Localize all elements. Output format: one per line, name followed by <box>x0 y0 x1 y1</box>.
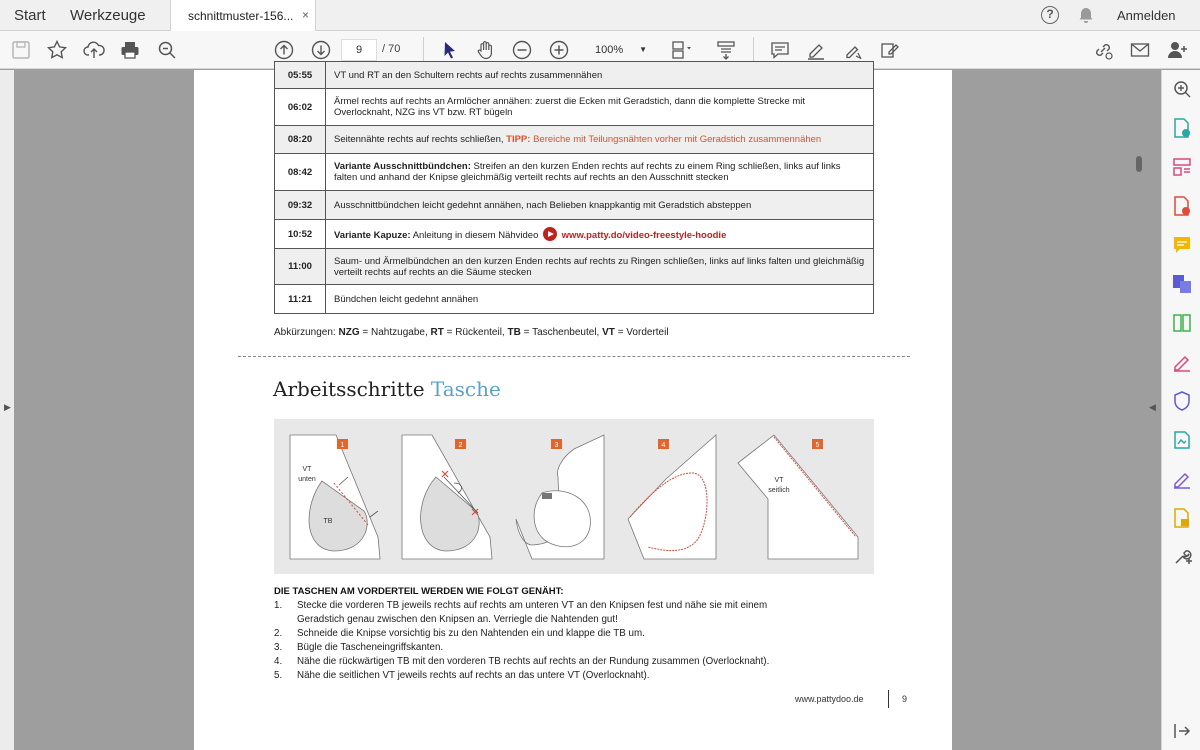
zoom-select[interactable] <box>583 39 653 61</box>
chevron-down-icon: ▼ <box>639 45 647 54</box>
highlight-pen-icon[interactable] <box>805 39 827 61</box>
list-number: 2. <box>274 628 283 639</box>
list-item <box>274 669 874 683</box>
table-row <box>275 89 874 126</box>
table-cell-time: 08:20 <box>275 126 326 154</box>
list-item <box>274 599 874 627</box>
section-title-accent: Tasche <box>430 377 501 401</box>
table-row <box>275 154 874 191</box>
abbr-key: NZG <box>338 327 360 338</box>
scroll-mode-icon[interactable] <box>715 39 737 61</box>
export-pdf-icon[interactable] <box>1171 117 1193 139</box>
abbreviations-prefix: Abkürzungen: <box>274 327 336 338</box>
prepare-form-icon[interactable] <box>1171 507 1193 529</box>
table-cell-text: Saum- und Ärmelbündchen an den kurzen Enden rechts auf rechts zu Ringen schließen, links auf links falten und gleichmäßig verteilt rechts auf rechts an die Säume stecken <box>326 249 874 285</box>
list-item <box>274 627 874 641</box>
list-number: 3. <box>274 642 283 653</box>
table-row <box>275 126 874 154</box>
table-row <box>275 191 874 220</box>
vertical-scrollbar-thumb[interactable] <box>1136 156 1142 172</box>
tab-document[interactable] <box>170 0 316 31</box>
table-row <box>275 220 874 249</box>
comment-tool-icon[interactable] <box>1171 234 1193 256</box>
timeline-table <box>274 61 874 314</box>
step-number: 1 <box>340 442 345 449</box>
label-vt: VT <box>302 466 312 473</box>
table-cell-text: Ausschnittbündchen leicht gedehnt annähen, nach Belieben knappkantig mit Geradstich absteppen <box>326 191 874 220</box>
dashed-divider <box>238 356 910 357</box>
list-text: Nähe die seitlichen VT jeweils rechts auf rechts an das untere VT (Overlocknaht). <box>297 670 650 681</box>
page-total: / 70 <box>382 43 401 55</box>
page-number-input[interactable]: 9 <box>341 39 377 61</box>
share-edit-icon[interactable] <box>879 39 901 61</box>
table-cell-text: Ärmel rechts auf rechts an Armlöcher annähen: zuerst die Ecken mit Geradstich, dann die komplette Strecke mit Overlocknaht, NZG ins VT bzw. RT bügeln <box>326 89 874 126</box>
select-cursor-icon[interactable] <box>438 39 460 61</box>
video-play-icon[interactable] <box>543 227 557 241</box>
section-title <box>273 377 501 401</box>
abbr-value: = Taschenbeutel, <box>523 327 600 338</box>
toolbar-divider <box>423 37 424 63</box>
fill-sign-icon[interactable] <box>1171 351 1193 373</box>
page-down-icon[interactable] <box>310 39 332 61</box>
abbr-key: VT <box>602 327 615 338</box>
star-icon[interactable] <box>46 39 68 61</box>
list-item <box>274 655 874 669</box>
link-share-icon[interactable] <box>1092 39 1114 61</box>
variant-label: Variante Ausschnittbündchen: <box>334 161 471 172</box>
create-pdf-icon[interactable] <box>1171 195 1193 217</box>
section-title-main: Arbeitsschritte <box>273 377 425 401</box>
list-number: 5. <box>274 670 283 681</box>
expand-panel-icon[interactable] <box>1171 720 1193 742</box>
abbr-value: = Rückenteil, <box>446 327 505 338</box>
table-cell-time: 08:42 <box>275 154 326 191</box>
steps-list <box>274 599 874 683</box>
label-seitlich: seitlich <box>768 487 790 494</box>
table-cell-time: 05:55 <box>275 62 326 89</box>
table-cell-time: 09:32 <box>275 191 326 220</box>
step-number: 4 <box>661 442 666 449</box>
table-cell-time: 11:00 <box>275 249 326 285</box>
zoom-in-icon[interactable] <box>548 39 570 61</box>
list-text: Nähe die rückwärtigen TB mit den vorderen TB rechts auf rechts an der Rundung zusammen (Overlocknaht). <box>297 656 770 667</box>
list-text: Stecke die vorderen TB jeweils rechts auf rechts am unteren VT an den Knipsen fest und nähe sie mit einem <box>297 600 768 611</box>
iron-icon <box>542 493 552 499</box>
export-image-icon[interactable] <box>1171 429 1193 451</box>
cell-text: Anleitung in diesem Nähvideo <box>412 230 539 241</box>
list-text: Bügle die Tascheneingriffskanten. <box>297 642 444 653</box>
comment-icon[interactable] <box>769 39 791 61</box>
zoom-search-icon[interactable] <box>156 39 178 61</box>
tab-document-title: schnittmuster-156... <box>188 9 294 23</box>
pdf-page <box>194 70 952 750</box>
pocket-steps-illustration <box>274 419 874 574</box>
tab-close-icon[interactable]: × <box>302 8 310 22</box>
login-button[interactable]: Anmelden <box>1117 8 1176 23</box>
table-cell-time: 10:52 <box>275 220 326 249</box>
save-icon[interactable] <box>10 39 32 61</box>
table-cell-text: Bündchen leicht gedehnt annähen <box>326 285 874 314</box>
step-number: 3 <box>554 442 559 449</box>
print-icon[interactable] <box>119 39 141 61</box>
zoom-value: 100% <box>595 44 624 56</box>
label-unten: unten <box>298 476 316 483</box>
footer-page-number: 9 <box>902 694 908 704</box>
tab-tools[interactable]: Werkzeuge <box>70 7 146 24</box>
table-cell-text <box>326 220 874 249</box>
request-signature-icon[interactable] <box>1171 468 1193 490</box>
organize-pages-icon[interactable] <box>1171 156 1193 178</box>
table-cell-time: 06:02 <box>275 89 326 126</box>
page-fit-icon[interactable] <box>670 39 692 61</box>
abbr-key: TB <box>507 327 521 338</box>
list-text: Schneide die Knipse vorsichtig bis zu den Nahtenden ein und klappe die TB um. <box>297 628 645 639</box>
hand-tool-icon[interactable] <box>475 39 497 61</box>
upload-cloud-icon[interactable] <box>83 39 105 61</box>
footer-url: www.pattydoo.de <box>795 694 864 704</box>
list-number: 1. <box>274 600 283 611</box>
cell-text: Streifen an den kurzen Enden rechts auf rechts zu einem Ring schließen, links auf links falten und anhand der Knipse gleichmäßig verteilt rechts auf rechts an den Ausschnitt stecken <box>334 161 841 183</box>
draw-signature-icon[interactable] <box>842 39 864 61</box>
steps-title: DIE TASCHEN AM VORDERTEIL WERDEN WIE FOLGT GENÄHT: <box>274 586 564 597</box>
collapse-right-icon[interactable]: ◀ <box>1149 402 1156 412</box>
list-item <box>274 641 874 655</box>
email-icon[interactable] <box>1129 39 1151 61</box>
footer-divider <box>888 690 889 708</box>
page-up-icon[interactable] <box>273 39 295 61</box>
zoom-out-icon[interactable] <box>511 39 533 61</box>
table-cell-text: VT und RT an den Schultern rechts auf rechts zusammennähen <box>326 62 874 89</box>
variant-label: Variante Kapuze: <box>334 230 411 241</box>
list-text-cont: Geradstich genau zwischen den Knipsen an. Verriegle die Nahtenden gut! <box>297 614 618 625</box>
step-number: 2 <box>458 442 463 449</box>
list-number: 4. <box>274 656 283 667</box>
table-row <box>275 285 874 314</box>
table-cell-text <box>326 126 874 154</box>
add-user-icon[interactable] <box>1166 39 1188 61</box>
cell-text: Seitennähte rechts auf rechts schließen, <box>334 134 504 145</box>
video-link[interactable]: www.patty.do/video-freestyle-hoodie <box>561 230 727 241</box>
combine-files-icon[interactable] <box>1171 273 1193 295</box>
more-tools-icon[interactable] <box>1171 546 1193 568</box>
edit-pdf-icon[interactable] <box>1171 312 1193 334</box>
abbr-key: RT <box>430 327 444 338</box>
table-row <box>275 62 874 89</box>
tab-start[interactable]: Start <box>14 7 46 24</box>
abbreviations-line <box>274 327 669 338</box>
abbr-value: = Nahtzugabe, <box>362 327 428 338</box>
expand-left-icon[interactable]: ▶ <box>4 402 11 412</box>
left-panel-collapsed[interactable] <box>0 70 14 750</box>
toolbar-divider <box>753 37 754 63</box>
tip-text: Bereiche mit Teilungsnähten vorher mit Geradstich zusammennähen <box>533 134 822 145</box>
protect-shield-icon[interactable] <box>1171 390 1193 412</box>
tip-label: TIPP: <box>506 134 531 145</box>
table-row <box>275 249 874 285</box>
abbr-value: = Vorderteil <box>617 327 669 338</box>
table-cell-time: 11:21 <box>275 285 326 314</box>
tab-bar <box>0 0 1200 31</box>
bell-icon[interactable] <box>1077 6 1095 24</box>
right-tools-panel <box>1161 70 1200 750</box>
search-zoom-icon[interactable] <box>1171 78 1193 100</box>
label-vt-side: VT <box>774 477 784 484</box>
help-icon[interactable]: ? <box>1041 6 1059 24</box>
label-tb: TB <box>323 518 333 525</box>
step-number: 5 <box>815 442 820 449</box>
table-cell-text <box>326 154 874 191</box>
